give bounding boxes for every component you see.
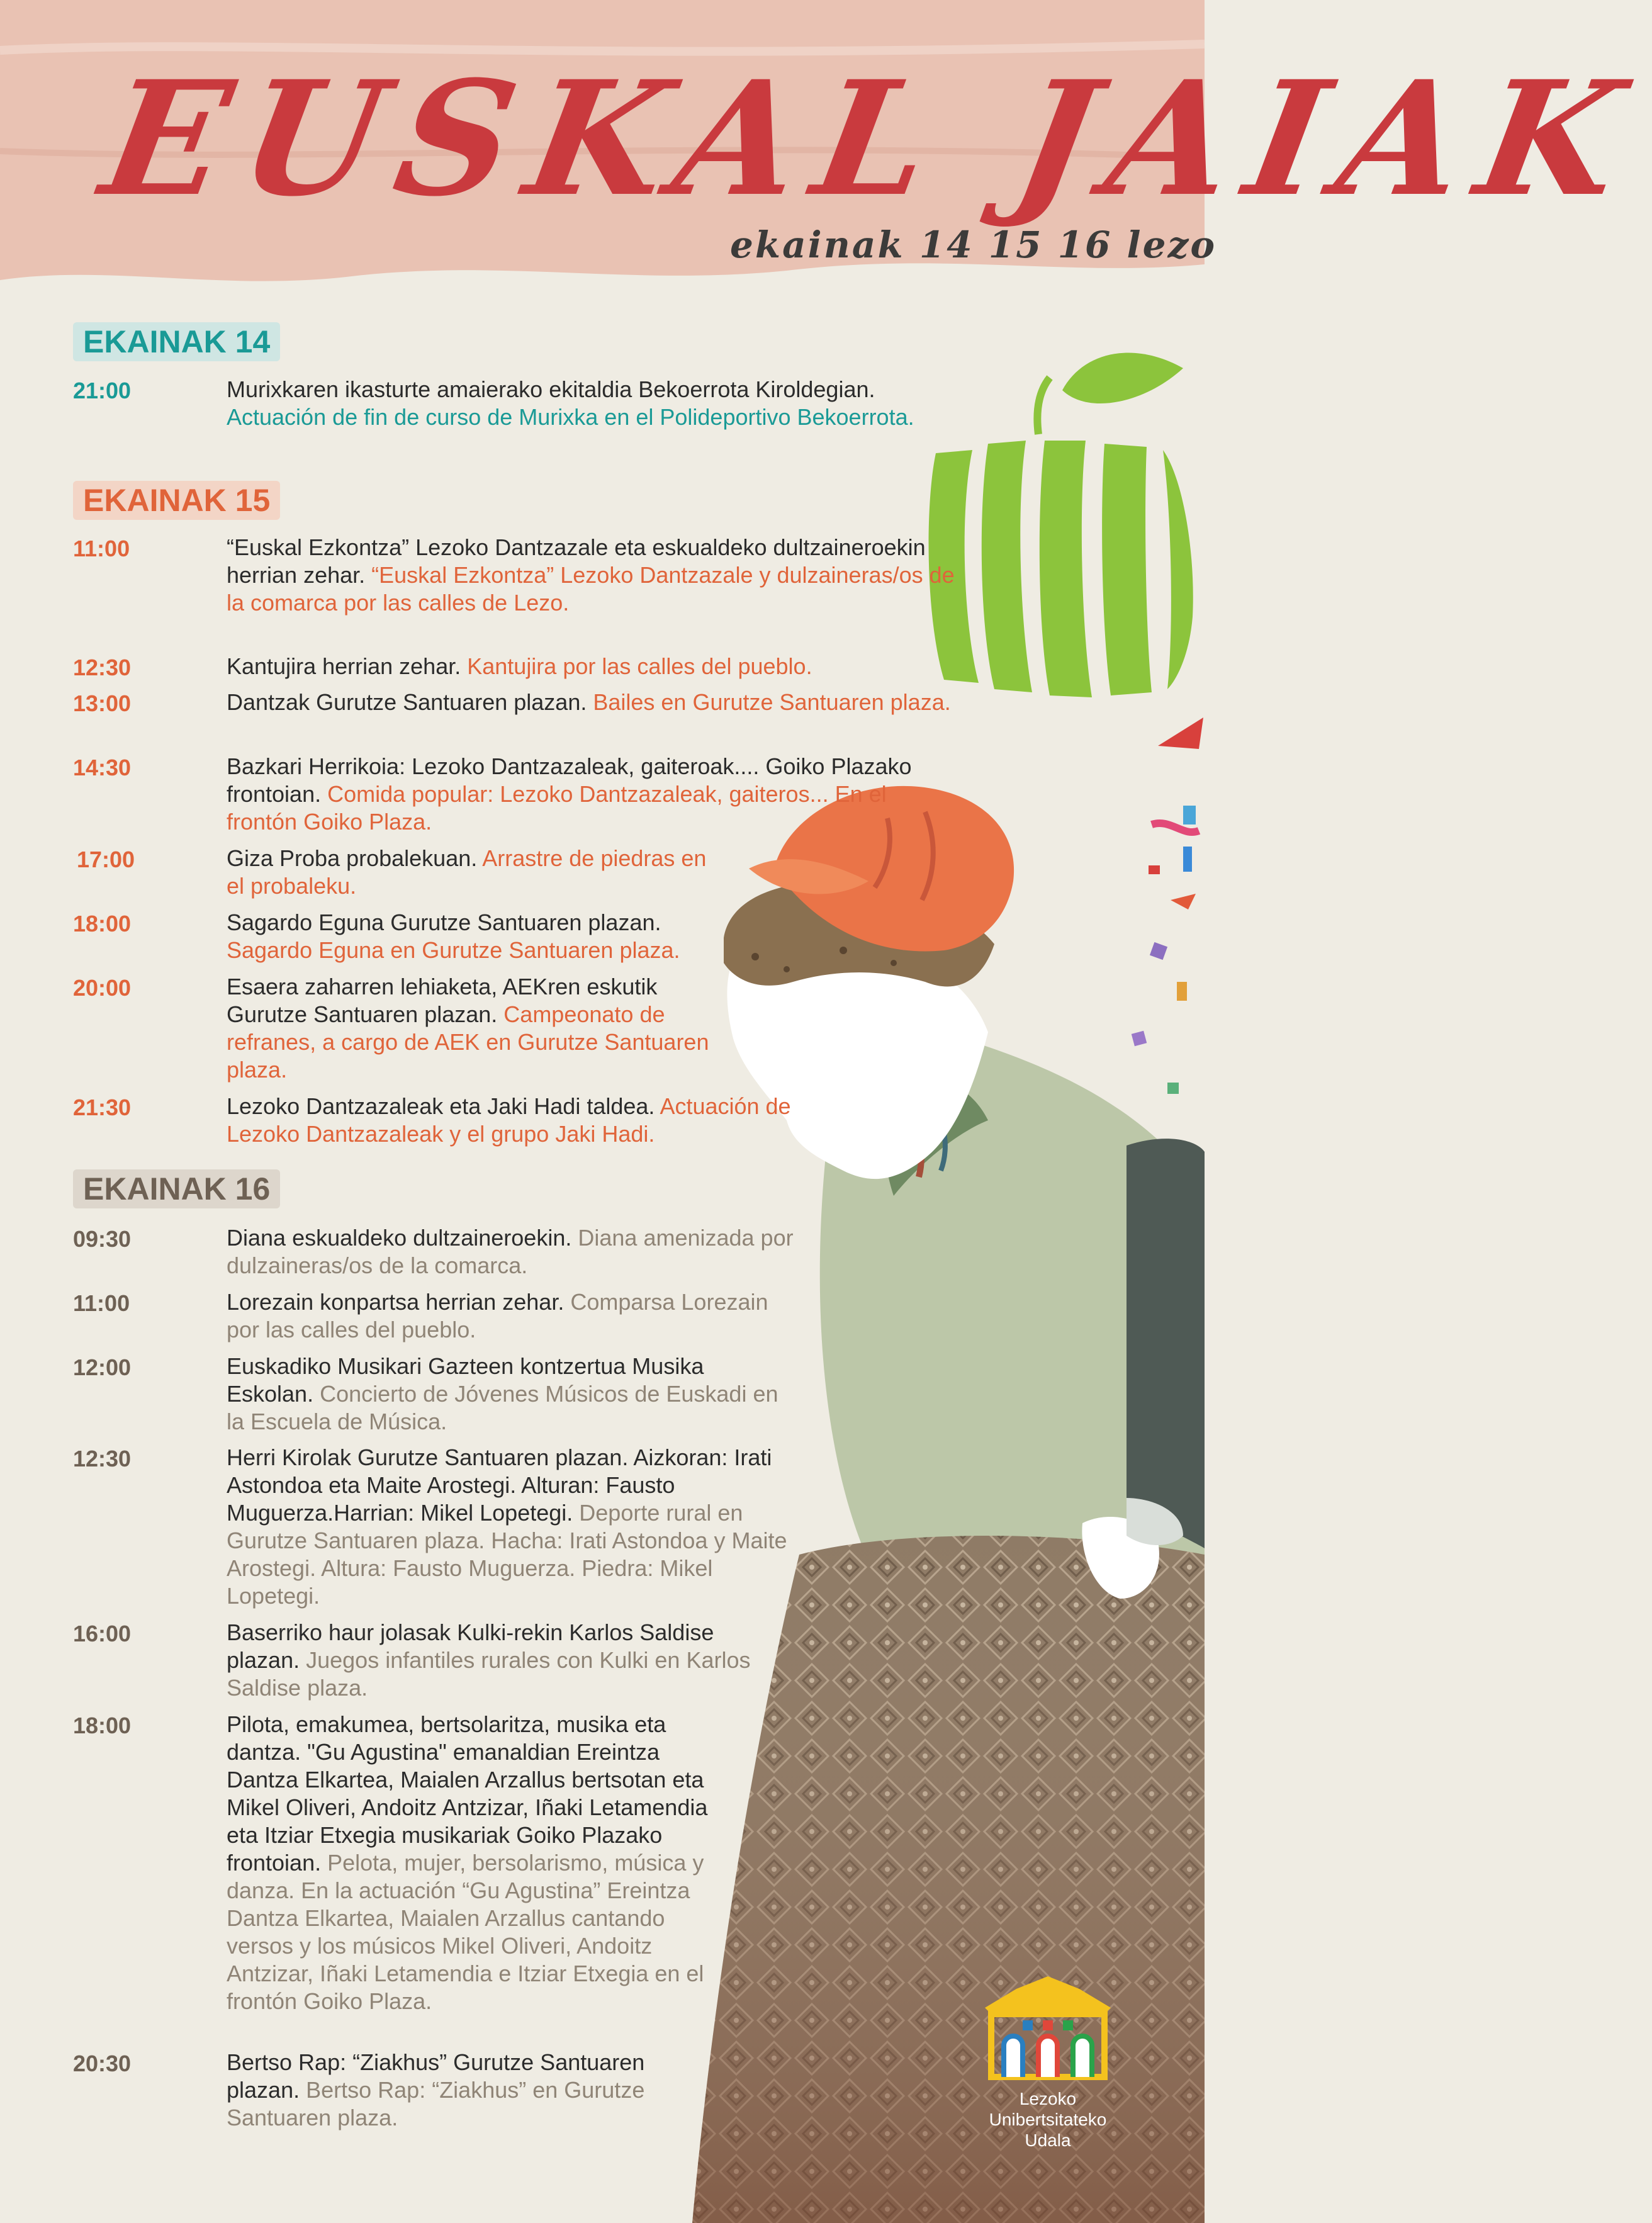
poster-subtitle: ekainak 14 15 16 lezo bbox=[730, 223, 1217, 266]
event-time: 21:30 bbox=[73, 1095, 132, 1120]
event-time: 21:00 bbox=[73, 378, 132, 403]
event-text-es: Arrastre de piedras en el probaleku. bbox=[227, 845, 707, 899]
day-heading-15: EKAINAK 15 bbox=[73, 481, 280, 520]
event-time: 09:30 bbox=[73, 1226, 132, 1252]
event-description bbox=[227, 2049, 705, 2132]
event-text-es: Sagardo Eguna en Gurutze Santuaren plaza. bbox=[227, 937, 680, 963]
event-text-eu: Lorezain konpartsa herrian zehar. bbox=[227, 1289, 565, 1315]
event-time: 12:00 bbox=[73, 1354, 132, 1380]
event-description bbox=[227, 534, 957, 617]
logo-line-3: Udala bbox=[1025, 2130, 1071, 2150]
event-text-es: Comparsa Lorezain por las calles del pueblo. bbox=[227, 1289, 768, 1342]
day-heading-14: EKAINAK 14 bbox=[73, 322, 280, 361]
event-description bbox=[227, 1711, 717, 2015]
event-description bbox=[227, 845, 730, 900]
event-text-eu: Kantujira herrian zehar. bbox=[227, 653, 461, 679]
event-text-eu: Murixkaren ikasturte amaierako ekitaldia Bekoerrota Kiroldegian. bbox=[227, 376, 875, 402]
event-time: 14:30 bbox=[73, 755, 132, 780]
event-time: 12:30 bbox=[73, 1446, 132, 1472]
event-text-eu: Esaera zaharren lehiaketa, AEKren eskutik Gurutze Santuaren plazan. bbox=[227, 974, 658, 1027]
event-text-eu: Giza Proba probalekuan. bbox=[227, 845, 478, 871]
event-description bbox=[227, 1224, 806, 1280]
event-time: 11:00 bbox=[73, 536, 130, 561]
logo-line-1: Lezoko bbox=[1019, 2089, 1077, 2108]
event-time: 20:00 bbox=[73, 975, 132, 1001]
event-text-es: Pelota, mujer, bersolarismo, música y danza. En la actuación “Gu Agustina” Ereintza Dantza Elkartea, Maialen Arzallus cantando versos y los músicos Mikel Oliveri, Andoitz Antzizar, Iñaki Letamendia e Itziar Etxegia en el frontón Goiko Plaza. bbox=[227, 1850, 704, 2014]
event-text-eu: Bertso Rap: “Ziakhus” Gurutze Santuaren plazan. bbox=[227, 2049, 645, 2103]
event-text-es: Actuación de Lezoko Dantzazaleak y el grupo Jaki Hadi. bbox=[227, 1093, 791, 1147]
event-text-eu: “Euskal Ezkontza” Lezoko Dantzazale eta eskualdeko dultzaineroekin herrian zehar. bbox=[227, 534, 926, 588]
logo-line-2: Unibertsitateko bbox=[989, 2110, 1107, 2129]
logo-label bbox=[972, 2088, 1123, 2151]
event-text-es: Comida popular: Lezoko Dantzazaleak, gaiteros... En el frontón Goiko Plaza. bbox=[227, 781, 887, 835]
event-description bbox=[227, 653, 957, 680]
event-text-es: Concierto de Jóvenes Músicos de Euskadi en la Escuela de Música. bbox=[227, 1381, 778, 1434]
town-hall-logo-icon bbox=[979, 1970, 1117, 2083]
event-text-eu: Euskadiko Musikari Gazteen kontzertua Musika Eskolan. bbox=[227, 1353, 704, 1407]
event-description bbox=[227, 909, 730, 964]
event-description bbox=[227, 1444, 793, 1610]
event-text-eu: Bazkari Herrikoia: Lezoko Dantzazaleak, gaiteroak.... Goiko Plazako frontoian. bbox=[227, 753, 912, 807]
event-description bbox=[227, 1619, 780, 1702]
event-description bbox=[227, 1093, 793, 1148]
event-text-eu: Baserriko haur jolasak Kulki-rekin Karlos Saldise plazan. bbox=[227, 1619, 714, 1673]
event-text-eu: Pilota, emakumea, bertsolaritza, musika eta dantza. "Gu Agustina" emanaldian Ereintza Dantza Elkartea, Maialen Arzallus bertsotan eta Mikel Oliveri, Andoitz Antzizar, Iñaki Letamendia eta Itziar Etxegia musikariak Goiko Plazako frontoian. bbox=[227, 1711, 708, 1876]
event-text-es: Bertso Rap: “Ziakhus” en Gurutze Santuaren plaza. bbox=[227, 2077, 645, 2130]
event-time: 12:30 bbox=[73, 655, 132, 680]
event-time: 20:30 bbox=[73, 2051, 132, 2076]
event-text-es: Actuación de fin de curso de Murixka en el Polideportivo Bekoerrota. bbox=[227, 404, 914, 430]
event-time: 17:00 bbox=[77, 847, 135, 872]
event-description bbox=[227, 753, 957, 836]
event-time: 11:00 bbox=[73, 1290, 130, 1316]
event-text-es: Deporte rural en Gurutze Santuaren plaza. Hacha: Irati Astondoa y Maite Arostegi. Altura: Fausto Muguerza. Piedra: Mikel Lopetegi. bbox=[227, 1500, 787, 1609]
event-description bbox=[227, 973, 743, 1084]
event-description bbox=[227, 689, 957, 716]
event-text-eu: Sagardo Eguna Gurutze Santuaren plazan. bbox=[227, 909, 661, 935]
event-description bbox=[227, 1353, 793, 1436]
event-text-eu: Herri Kirolak Gurutze Santuaren plazan. Aizkoran: Irati Astondoa eta Maite Arostegi. Alturan: Fausto Muguerza.Harrian: Mikel Lopetegi. bbox=[227, 1444, 772, 1526]
event-text-es: Kantujira por las calles del pueblo. bbox=[467, 653, 812, 679]
apple-graphic bbox=[929, 352, 1193, 697]
event-text-eu: Lezoko Dantzazaleak eta Jaki Hadi taldea. bbox=[227, 1093, 655, 1119]
day-heading-16: EKAINAK 16 bbox=[73, 1169, 280, 1208]
event-time: 13:00 bbox=[73, 690, 132, 716]
event-description bbox=[227, 1288, 793, 1344]
event-time: 18:00 bbox=[73, 1713, 132, 1738]
event-time: 18:00 bbox=[73, 911, 132, 937]
event-text-eu: Diana eskualdeko dultzaineroekin. bbox=[227, 1225, 572, 1251]
event-text-eu: Dantzak Gurutze Santuaren plazan. bbox=[227, 689, 587, 715]
poster-title: EUSKAL JAIAK bbox=[91, 46, 1652, 231]
event-text-es: “Euskal Ezkontza” Lezoko Dantzazale y dulzaineras/os de la comarca por las calles de Lezo. bbox=[227, 562, 955, 616]
event-text-es: Diana amenizada por dulzaineras/os de la comarca. bbox=[227, 1225, 794, 1278]
event-text-es: Bailes en Gurutze Santuaren plaza. bbox=[593, 689, 951, 715]
event-text-es: Campeonato de refranes, a cargo de AEK en Gurutze Santuaren plaza. bbox=[227, 1001, 709, 1083]
event-description bbox=[227, 376, 957, 431]
event-time: 16:00 bbox=[73, 1621, 132, 1646]
event-text-es: Juegos infantiles rurales con Kulki en Karlos Saldise plaza. bbox=[227, 1647, 751, 1701]
